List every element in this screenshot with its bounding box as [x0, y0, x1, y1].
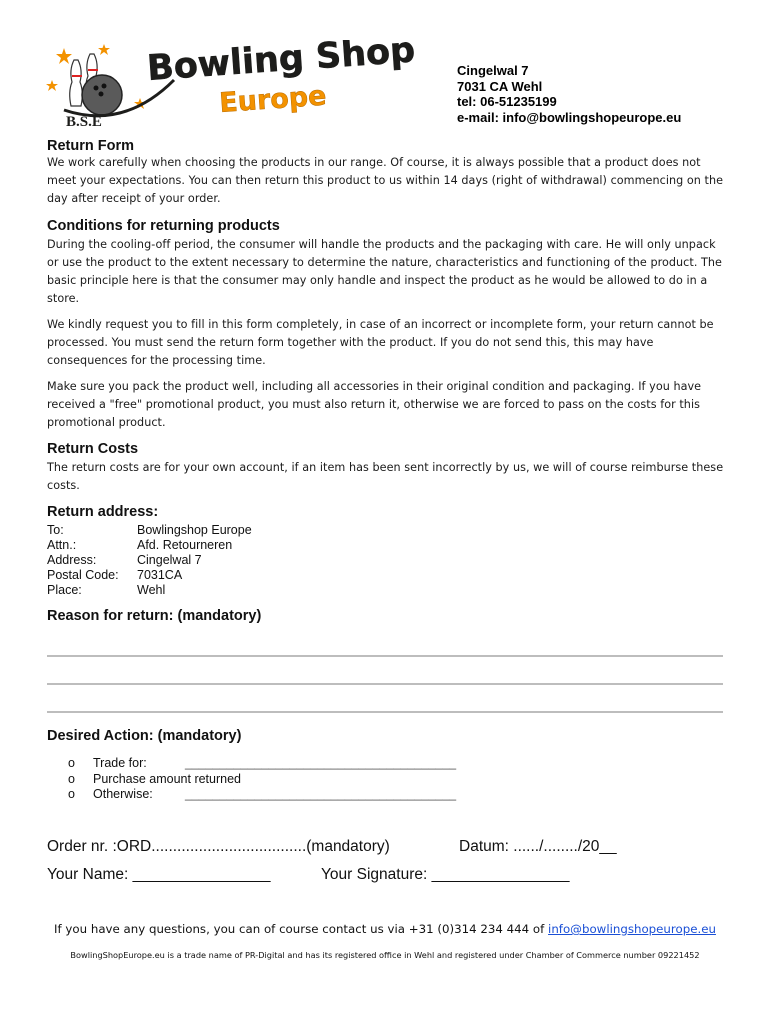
return-costs-heading: Return Costs [47, 441, 139, 457]
address-row-place [47, 583, 252, 598]
option-trade-for[interactable] [68, 756, 456, 772]
address-key: Attn.: [47, 538, 77, 552]
option-otherwise[interactable] [68, 787, 456, 803]
address-row-address [47, 553, 252, 568]
address-row-to [47, 523, 252, 538]
return-costs-text: The return costs are for your own account, if an item has been sent incorrectly by us, we will of course reimburse these costs. [47, 461, 724, 492]
address-row-postal-code [47, 568, 252, 583]
address-value: Cingelwal 7 [137, 553, 202, 567]
your-signature-field[interactable]: Your Signature: ________________ [321, 866, 570, 883]
address-key: To: [47, 523, 64, 537]
address-value: Bowlingshop Europe [137, 523, 252, 537]
contact-street: Cingelwal 7 [457, 63, 529, 78]
svg-text:Bowling Shop: Bowling Shop [145, 40, 417, 89]
desired-action-options [68, 756, 456, 803]
desired-action-heading: Desired Action: (mandatory) [47, 728, 242, 744]
option-bullet: o [68, 756, 75, 770]
address-key: Postal Code: [47, 568, 119, 582]
option-purchase-amount-returned[interactable] [68, 772, 456, 788]
footer-legal-text: BowlingShopEurope.eu is a trade name of PR-Digital and has its registered office in Wehl and registered under Chamber of Commerce number 09221452 [70, 950, 700, 960]
your-name-field[interactable]: Your Name: ________________ [47, 866, 271, 883]
address-value: Afd. Retourneren [137, 538, 233, 552]
svg-text:Europe: Europe [218, 80, 328, 119]
company-logo [44, 40, 424, 132]
bowling-logo-graphic [44, 40, 424, 132]
option-label: Trade for: [93, 756, 147, 770]
conditions-paragraph-1: During the cooling-off period, the consumer will handle the products and the packaging with care. He will only unpack or use the product to the extent necessary to determine the nature, characteristics and functioning of the product. The basic principle here is that the consumer may only handle and inspect the product as he would be allowed to do in a store. [47, 238, 722, 305]
reason-line-1[interactable] [47, 655, 723, 657]
option-blank-line[interactable]: _______________________________________ [185, 756, 457, 770]
contact-block [457, 63, 681, 125]
return-address-table [47, 523, 252, 598]
footer-question-text: If you have any questions, you can of course contact us via +31 (0)314 234 444 of [54, 922, 549, 936]
reason-heading: Reason for return: (mandatory) [47, 608, 262, 624]
option-label: Otherwise: [93, 787, 153, 801]
option-bullet: o [68, 787, 75, 801]
reason-line-2[interactable] [47, 683, 723, 685]
contact-phone: tel: 06-51235199 [457, 94, 557, 109]
address-value: Wehl [137, 583, 166, 597]
option-blank-line[interactable]: _______________________________________ [185, 787, 457, 801]
date-field[interactable]: Datum: ....../......../20__ [459, 838, 617, 855]
contact-email: e-mail: info@bowlingshopeurope.eu [457, 109, 682, 125]
footer-email-link[interactable]: info@bowlingshopeurope.eu [548, 922, 716, 936]
address-key: Address: [47, 553, 97, 567]
conditions-heading: Conditions for returning products [47, 218, 280, 234]
address-row-attn [47, 538, 252, 553]
address-key: Place: [47, 583, 82, 597]
conditions-paragraph-2: We kindly request you to fill in this form completely, in case of an incorrect or incomplete form, your return cannot be processed. You must send the return form together with the product. If you do not send this, this may have consequences for the processing time. [47, 318, 714, 367]
reason-line-3[interactable] [47, 711, 723, 713]
return-form-text: We work carefully when choosing the products in our range. Of course, it is always possible that a product does not meet your expectations. You can then return this product to us within 14 days (right of withdrawal) commencing on the day after receipt of your order. [47, 156, 724, 205]
svg-text:B.S.E: B.S.E [66, 114, 102, 130]
contact-city: 7031 CA Wehl [457, 78, 543, 94]
return-form-heading: Return Form [47, 138, 134, 154]
order-number-field[interactable]: Order nr. :ORD....................................(mandatory) [47, 838, 390, 855]
address-value: 7031CA [137, 568, 183, 582]
conditions-paragraph-3: Make sure you pack the product well, including all accessories in their original condition and packaging. If you have received a "free" promotional product, you must also return it, otherwise we are forced to pass on the costs for this promotional product. [47, 380, 702, 429]
option-bullet: o [68, 771, 75, 786]
return-address-heading: Return address: [47, 504, 159, 520]
option-label: Purchase amount returned [93, 771, 242, 786]
footer-contact-line [0, 922, 770, 936]
